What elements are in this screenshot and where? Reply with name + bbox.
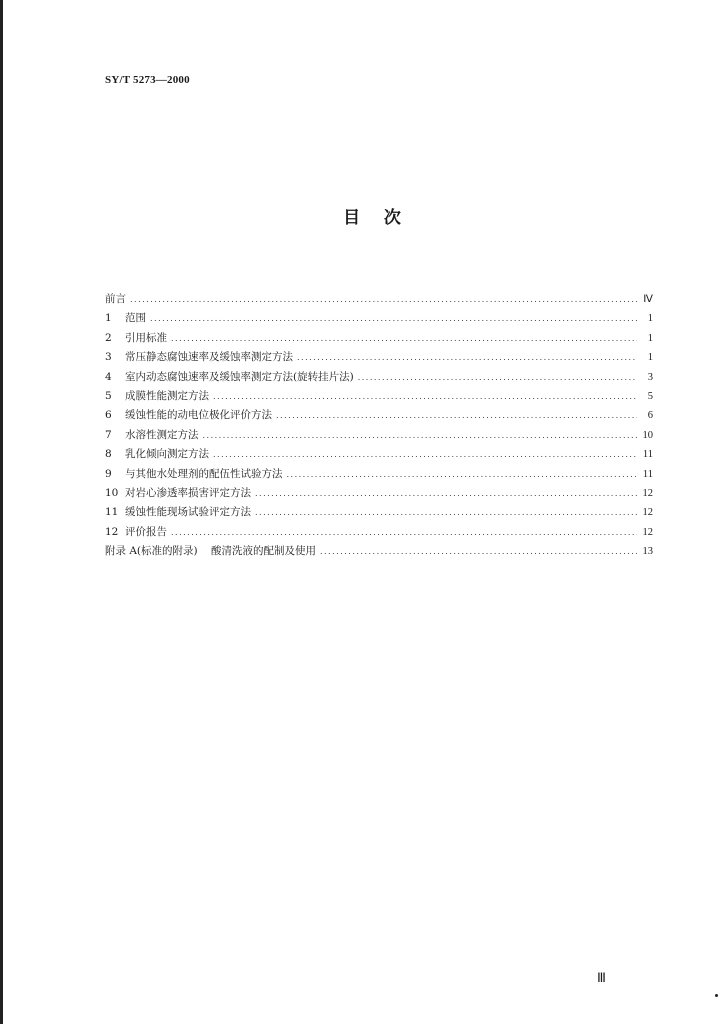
toc-entry-text: 对岩心渗透率损害评定方法 [125,486,251,499]
toc-entry-page: 3 [647,371,653,383]
toc-entry-11[interactable] [105,503,653,522]
toc-entry-page: 1 [647,332,653,344]
toc-entry-page: 6 [647,410,653,422]
toc-leader-dots [320,542,637,561]
toc-entry-text: 附录 A(标准的附录) 酸清洗液的配制及使用 [105,545,316,558]
scan-speck [715,994,718,997]
toc-entry-text: 范围 [125,312,146,325]
toc-entry-text: 缓蚀性能的动电位极化评价方法 [125,409,272,422]
toc-entry-number: 8 [105,448,112,461]
toc-leader-dots [203,426,638,445]
toc-leader-dots [130,290,637,309]
toc-entry-text: 引用标准 [125,331,167,344]
table-of-contents [105,290,653,561]
toc-leader-dots [287,465,638,484]
toc-leader-dots [171,523,637,542]
toc-entry-page: 10 [642,429,653,441]
toc-leader-dots [297,348,637,367]
toc-entry-number: 7 [105,428,112,441]
toc-entry-text: 与其他水处理剂的配伍性试验方法 [125,467,283,480]
toc-entry-page: 12 [642,507,653,519]
toc-entry-10[interactable] [105,484,653,503]
toc-entry-number: 6 [105,409,112,422]
toc-entry-page: Ⅳ [643,294,653,305]
toc-entry-foreword[interactable] [105,290,653,309]
toc-entry-text: 乳化倾向测定方法 [125,448,209,461]
toc-entry-number: 11 [105,506,119,519]
page-number: Ⅲ [597,970,606,985]
toc-entry-page: 5 [647,390,653,402]
toc-entry-4[interactable] [105,368,653,387]
toc-leader-dots [255,503,637,522]
toc-leader-dots [276,406,637,425]
toc-entry-7[interactable] [105,426,653,445]
toc-entry-page: 12 [642,526,653,538]
toc-entry-page: 12 [642,487,653,499]
toc-entry-number: 5 [105,389,112,402]
toc-leader-dots [213,387,637,406]
toc-entry-5[interactable] [105,387,653,406]
toc-leader-dots [150,309,637,328]
toc-entry-1[interactable] [105,309,653,328]
document-code: SY/T 5273—2000 [105,74,190,86]
toc-entry-page: 13 [642,546,653,558]
toc-entry-2[interactable] [105,329,653,348]
toc-entry-text: 成膜性能测定方法 [125,389,209,402]
toc-entry-page: 11 [642,468,653,480]
toc-entry-number: 9 [105,467,112,480]
toc-leader-dots [255,484,637,503]
toc-entry-8[interactable] [105,445,653,464]
toc-entry-12[interactable] [105,523,653,542]
toc-title: 目 次 [343,208,401,228]
toc-leader-dots [171,329,637,348]
toc-entry-text: 水溶性测定方法 [125,428,199,441]
toc-entry-page: 1 [647,352,653,364]
toc-entry-text: 常压静态腐蚀速率及缓蚀率测定方法 [125,351,293,364]
toc-entry-number: 4 [105,370,112,383]
toc-entry-appendix-a[interactable] [105,542,653,561]
toc-entry-number: 1 [105,312,112,325]
toc-entry-text: 室内动态腐蚀速率及缓蚀率测定方法(旋转挂片法) [125,370,354,383]
toc-entry-text: 评价报告 [125,525,167,538]
toc-entry-3[interactable] [105,348,653,367]
toc-entry-9[interactable] [105,465,653,484]
scan-left-edge [0,0,3,1024]
toc-entry-6[interactable] [105,406,653,425]
toc-entry-page: 11 [642,449,653,461]
toc-leader-dots [358,368,637,387]
toc-entry-number: 3 [105,351,112,364]
toc-entry-number: 2 [105,331,112,344]
toc-entry-page: 1 [647,313,653,325]
toc-entry-number: 12 [105,525,119,538]
toc-entry-number: 10 [105,486,119,499]
toc-entry-text: 缓蚀性能现场试验评定方法 [125,506,251,519]
toc-entry-text: 前言 [105,293,126,305]
toc-leader-dots [213,445,637,464]
